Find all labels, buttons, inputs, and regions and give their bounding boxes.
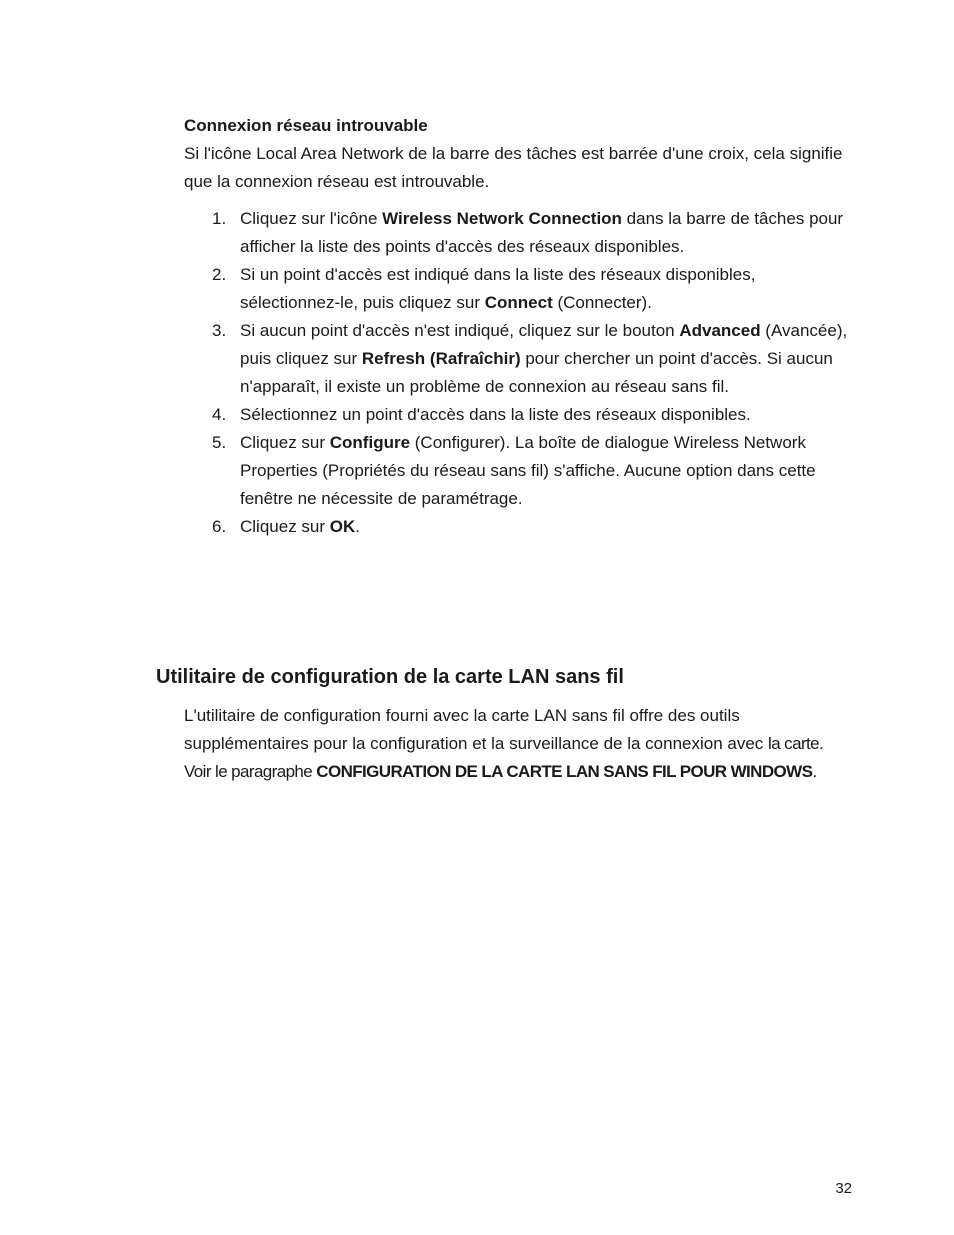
step-text-part: (Connecter). [552, 293, 652, 312]
step-text-bold: Configure [329, 433, 411, 452]
list-item [212, 261, 850, 317]
list-item-number: 2. [212, 265, 227, 284]
step-text-part: Cliquez sur l'icône [240, 209, 383, 228]
step-text-part: (Configurer). La boîte de dialogue Wireless Network Properties (Propriétés du réseau sans fil) s'affiche. Aucune option dans cette fenêtre ne nécessite de paramétrage. [240, 433, 816, 508]
step-text-part: Cliquez sur [240, 433, 330, 452]
section-body [184, 702, 849, 786]
list-item [212, 513, 850, 541]
section-body-text: L'utilitaire de configuration fourni avec la carte LAN sans fil offre des outils supplémentaires pour la configuration et la surveillance de la connexion avec [184, 706, 769, 753]
section-body-end: . [812, 762, 818, 781]
subsection-title: Connexion réseau introuvable [184, 116, 428, 135]
list-item-number: 3. [212, 321, 227, 340]
section-title: Utilitaire de configuration de la carte LAN sans fil [156, 666, 624, 688]
step-text-part: (Avancée), puis cliquez sur [240, 321, 848, 368]
list-item [212, 205, 850, 261]
step-text-part: Cliquez sur [240, 517, 330, 536]
steps-list [212, 205, 850, 541]
step-text-part: pour chercher un point d'accès. Si aucun n'apparaît, il existe un problème de connexion au réseau sans fil. [240, 349, 833, 396]
step-text-bold: Connect [484, 293, 553, 312]
page-number: 32 [835, 1180, 852, 1197]
list-item-number: 5. [212, 433, 227, 452]
subsection-intro: Si l'icône Local Area Network de la barre des tâches est barrée d'une croix, cela signifie que la connexion réseau est introuvable. [184, 144, 843, 191]
step-text-part: Si aucun point d'accès n'est indiqué, cliquez sur le bouton [240, 321, 680, 340]
list-item-number: 4. [212, 405, 227, 424]
section-body-text: la carte. Voir le paragraphe [184, 734, 824, 781]
step-text-bold: Refresh (Rafraîchir) [361, 349, 521, 368]
list-item [212, 317, 850, 401]
step-text-part: dans la barre de tâches pour afficher la liste des points d'accès des réseaux disponibles. [240, 209, 844, 256]
list-item-number: 6. [212, 517, 227, 536]
step-text-bold: Advanced [679, 321, 761, 340]
section-reference-bold: CONFIGURATION DE LA CARTE LAN SANS FIL POUR WINDOWS [316, 762, 813, 781]
step-text-bold: Wireless Network Connection [382, 209, 622, 228]
step-text-part: . [355, 517, 360, 536]
list-item [212, 401, 850, 429]
list-item [212, 429, 850, 513]
list-item-number: 1. [212, 209, 227, 228]
step-text-part: Sélectionnez un point d'accès dans la liste des réseaux disponibles. [240, 405, 751, 424]
step-text-part: Si un point d'accès est indiqué dans la liste des réseaux disponibles, sélectionnez-le, puis cliquez sur [240, 265, 756, 312]
step-text-bold: OK [329, 517, 356, 536]
